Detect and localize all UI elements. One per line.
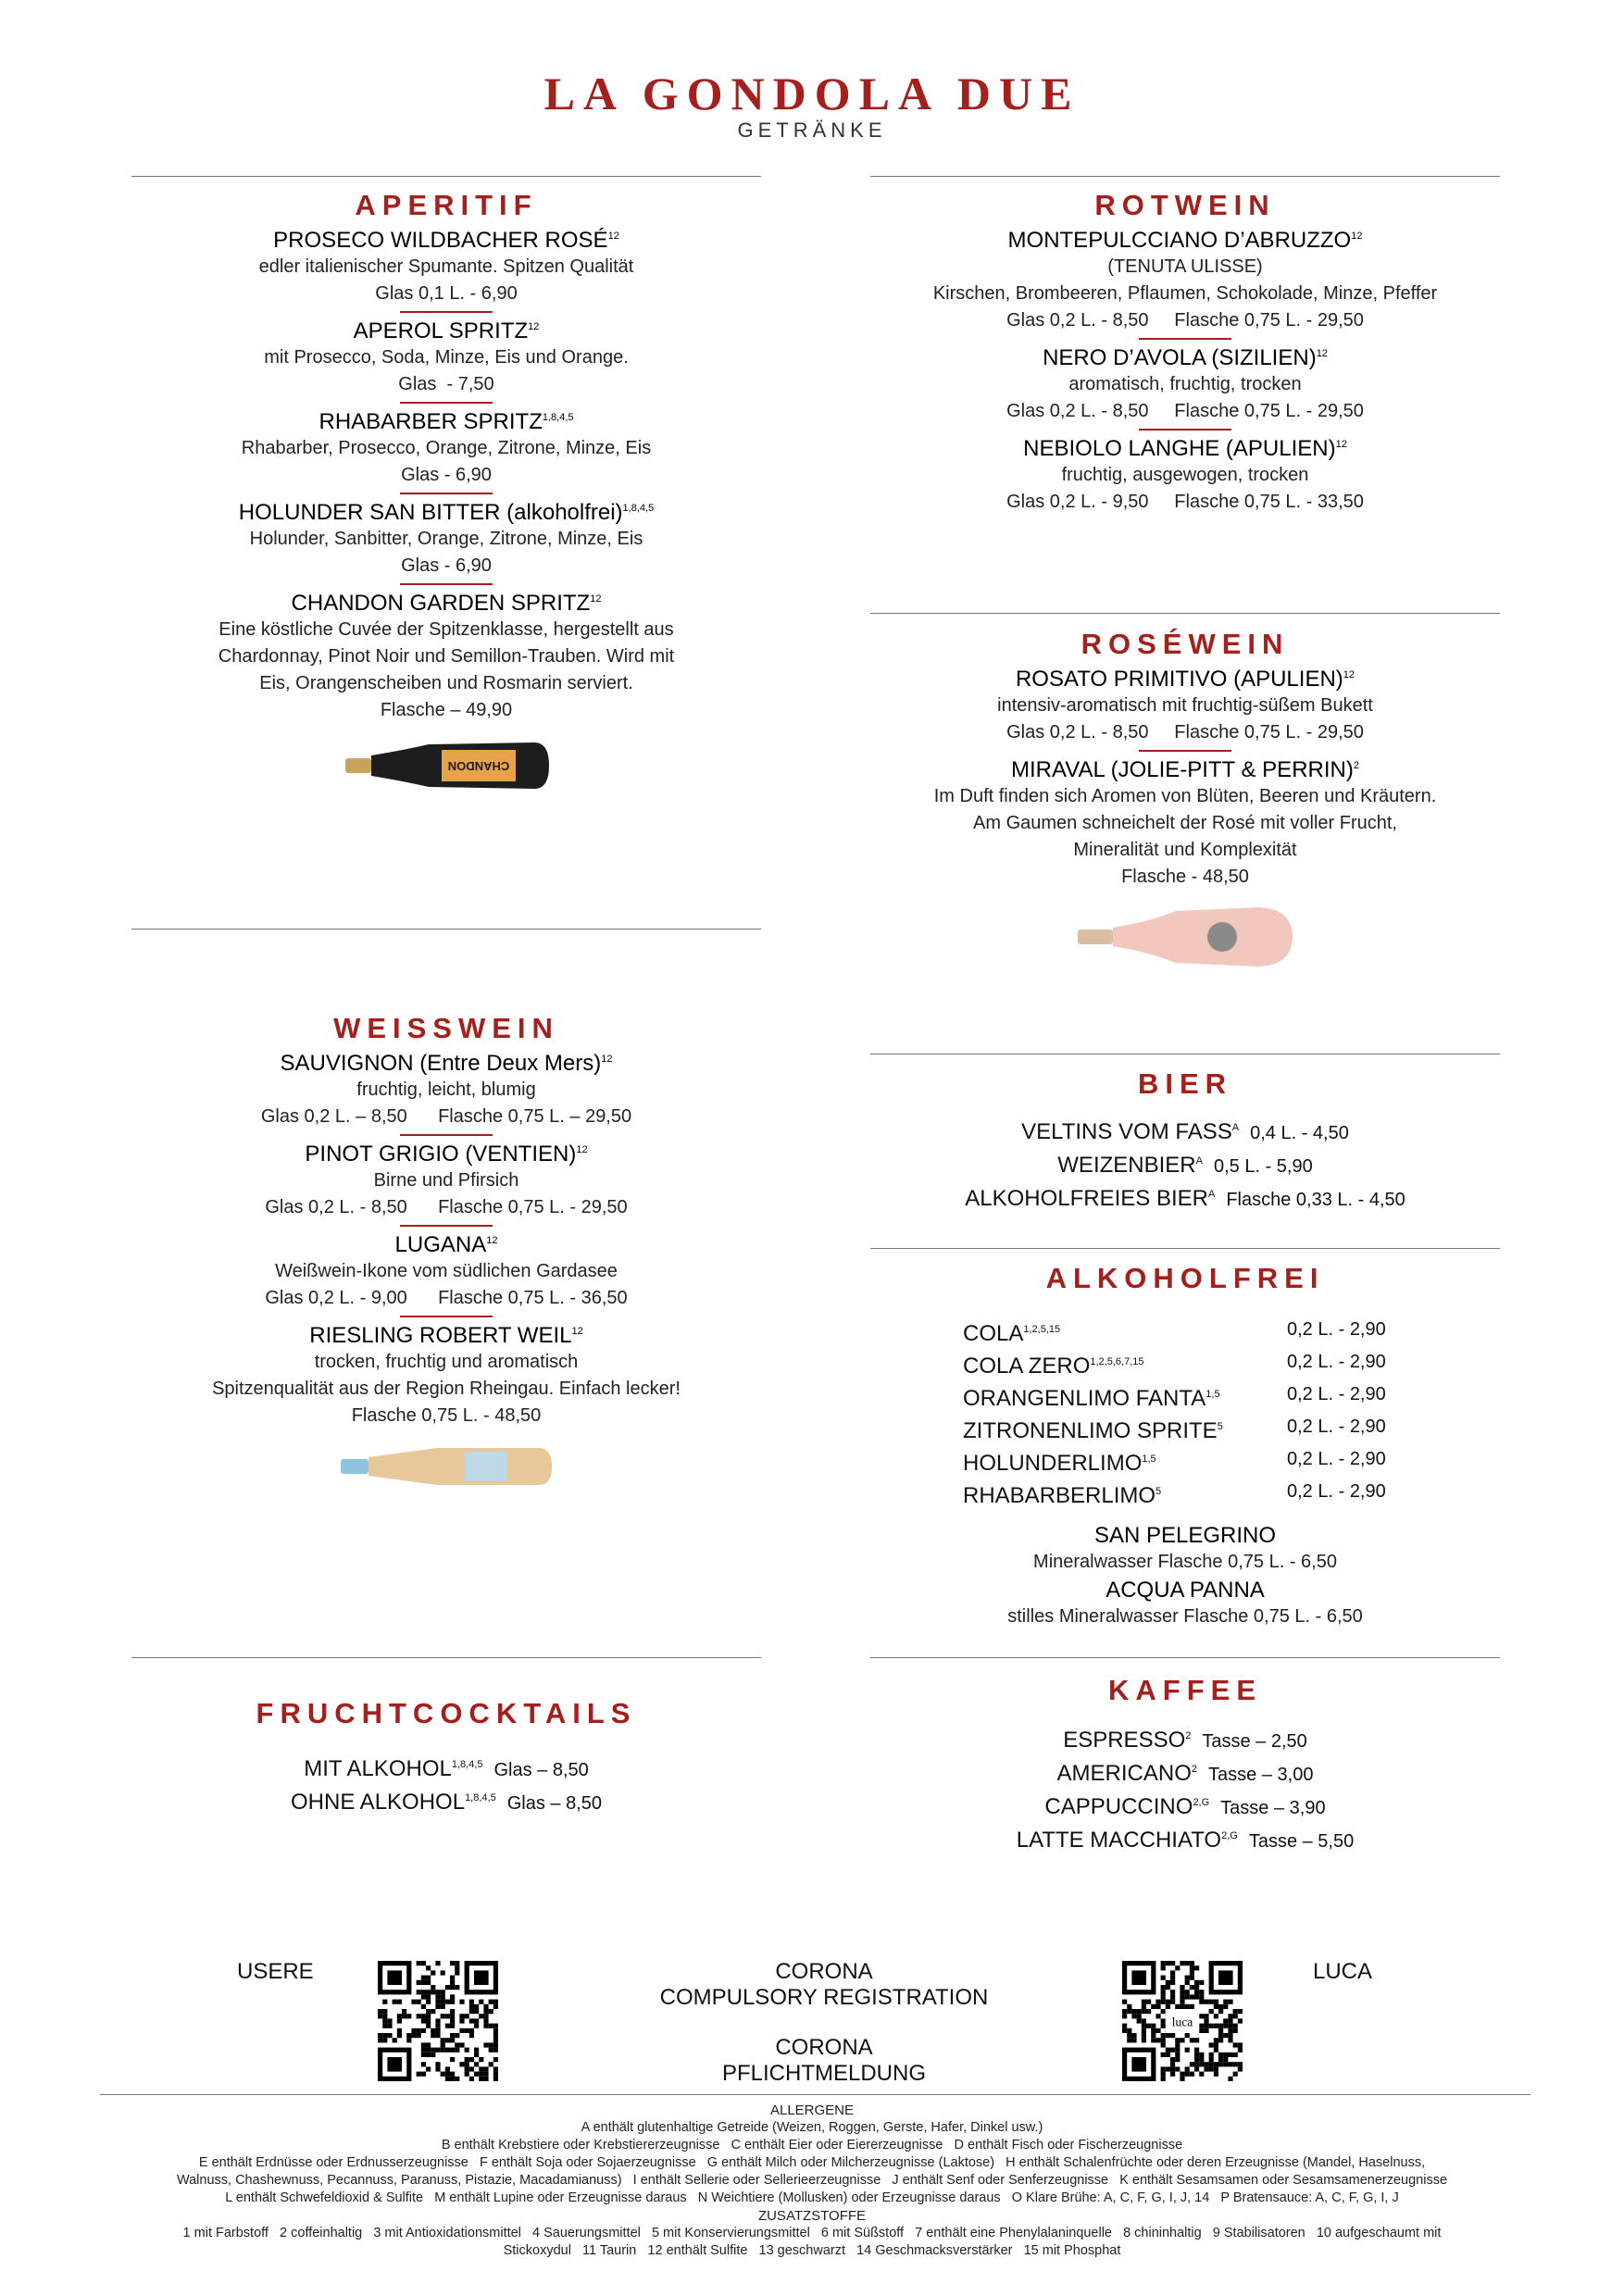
item-price: 0,2 L. - 2,90 [1287, 1449, 1386, 1469]
chandon-bottle-icon [340, 733, 553, 798]
list-item [870, 1114, 1500, 1147]
item-price: Tasse – 3,00 [1208, 1765, 1314, 1785]
item-description: aromatisch, fruchtig, trocken [1068, 374, 1302, 394]
item-name: ALKOHOLFREIES $BIER^A$ [965, 1186, 1216, 1211]
allergen-codes: 1,5 [1206, 1389, 1220, 1400]
allergen-codes: 12 [590, 593, 602, 605]
section-heading: FRUCHTCOCKTAILS [256, 1697, 637, 1729]
item-price: Glas - 6,90 [401, 555, 492, 576]
allergen-codes: 2 [1353, 760, 1359, 771]
menu-item [131, 500, 761, 580]
allergen-codes: A [1231, 1122, 1240, 1133]
item-price: Mineralwasser Flasche 0,75 L. - 6,50 [1033, 1552, 1337, 1572]
item-price: 0,2 L. - 2,90 [1287, 1416, 1386, 1437]
rosewein-section [870, 628, 1500, 974]
menu-item [131, 1142, 761, 1221]
item-name: NERO D’AVOLA (SIZILIEN)$^{12}$ [1043, 345, 1328, 370]
menu-item [131, 1051, 761, 1130]
item-name: PINOT GRIGIO (VENTIEN)$^{12}$ [305, 1142, 588, 1167]
item-price: 0,5 L. - 5,90 [1213, 1156, 1313, 1177]
item-name: HOLUNDER SAN BITTER (alkoholfrei)$^{1,8,4,5}$ [238, 500, 655, 525]
section-heading: ROTWEIN [1094, 189, 1276, 221]
item-price: Glas - 6,90 [401, 465, 492, 485]
item-description: Birne und Pfirsich [373, 1170, 519, 1191]
legend-line: Walnuss, Chashewnuss, Pecannuss, Paranuss, Pistazie, Macadamianuss) I enthält Sellerie oder Sellerieerzeugnisse J enthält Senf oder Senferzeugnisse K enthält Sesamsamen oder Sesamsamenerzeugnisse [176, 2173, 1448, 2188]
allergen-codes: 12 [1335, 439, 1347, 450]
allergen-codes: 2 [1185, 1730, 1192, 1741]
item-price: Tasse – 5,50 [1248, 1831, 1355, 1852]
item-price: stilles Mineralwasser Flasche 0,75 L. - 6,50 [1007, 1606, 1363, 1627]
list-item [131, 1784, 761, 1817]
rotwein-section [870, 189, 1500, 516]
menu-item [131, 1232, 761, 1312]
bier-section [870, 1067, 1500, 1214]
section-heading: ROSÉWEIN [1081, 628, 1290, 660]
list-item [963, 1413, 1407, 1445]
page-subtitle: GETRÄNKE [737, 119, 887, 142]
allergen-codes: 1,2,5,15 [1023, 1324, 1061, 1335]
item-price: Flasche - 48,50 [1121, 867, 1249, 887]
item-price: Glas 0,2 L. - 8,50 Flasche 0,75 L. - 29,50 [1006, 310, 1364, 331]
list-item [870, 1180, 1500, 1214]
list-item [870, 1755, 1500, 1789]
luca-label: LUCA [1313, 1959, 1373, 1984]
list-item [870, 1789, 1500, 1822]
menu-item [870, 345, 1500, 425]
legend-line: E enthält Erdnüsse oder Erdnusserzeugnisse F enthält Soja oder Sojaerzeugnisse G enthält Milch oder Milcherzeugnisse (Laktose) H enthält Schalenfrüchte oder deren Erzeugnisse (Mandel, Haselnuss, [198, 2155, 1426, 2170]
aperitif-section [131, 189, 761, 798]
item-description: Weißwein-Ikone vom südlichen Gardasee [275, 1261, 618, 1281]
qr-code-icon[interactable] [378, 1961, 498, 2081]
allergen-codes: 1,5 [1142, 1454, 1156, 1465]
item-name: COLA$^{1,2,5,15}$ [963, 1321, 1061, 1346]
allergen-codes: 12 [1351, 231, 1363, 242]
item-name: MONTEPULCCIANO D’ABRUZZO$^{12}$ [1007, 228, 1363, 253]
item-name: $CAPPUCCINO^{2,G}$ [1044, 1794, 1210, 1819]
allergen-codes: 2,G [1221, 1830, 1238, 1841]
chandon-bottle-label: CHANDON [447, 759, 510, 773]
legend-line: L enthält Schwefeldioxid & Sulfite M enthält Lupine oder Erzeugnisse daraus N Weichtiere (Mollusken) oder Erzeugnisse daraus O Klare Brühe: A, C, F, G, I, J, 14 P Bratensauce: A, C, F, G, I, J [225, 2190, 1399, 2205]
legend-line: A enthält glutenhaltige Getreide (Weizen, Roggen, Gerste, Hafer, Dinkel usw.) [581, 2120, 1043, 2135]
item-description: Holunder, Sanbitter, Orange, Zitrone, Minze, Eis [249, 529, 643, 549]
allergen-codes: 12 [601, 1054, 613, 1065]
item-divider [400, 583, 493, 585]
allergene-legend [56, 2102, 1568, 2260]
weisswein-section [131, 1012, 761, 1494]
item-description: Am Gaumen schneichelt der Rosé mit voller Frucht, [973, 813, 1397, 833]
menu-item [131, 409, 761, 489]
item-name: $WEIZENBIER^A$ [1057, 1153, 1203, 1178]
luca-qr-code-icon[interactable] [1122, 1961, 1243, 2081]
item-name: SAUVIGNON (Entre Deux Mers)$^{12}$ [280, 1051, 613, 1076]
item-price: Glas 0,2 L. - 8,50 Flasche 0,75 L. - 29,50 [265, 1197, 628, 1217]
divider-rule [100, 2094, 1530, 2095]
item-divider [400, 1134, 493, 1136]
item-divider [1139, 338, 1231, 340]
item-name: SAN PELEGRINO [1093, 1523, 1277, 1548]
legend-line: B enthält Krebstiere oder Krebstiererzeugnisse C enthält Eier oder Eiererzeugnisse D enthält Fisch oder Fischerzeugnisse [441, 2138, 1183, 2152]
allergen-codes: A [1207, 1189, 1216, 1200]
list-item [963, 1380, 1407, 1413]
allergen-codes: 2,G [1193, 1797, 1210, 1808]
alkoholfrei-section [870, 1262, 1500, 1630]
legend-line: Stickoxydul 11 Taurin 12 enthält Sulfite 13 geschwarzt 14 Geschmacksverstärker 15 mit Phosphat [503, 2243, 1121, 2258]
allergen-codes: 1,8,4,5 [542, 412, 574, 423]
item-price: Glas 0,2 L. - 9,50 Flasche 0,75 L. - 33,50 [1006, 492, 1364, 512]
item-description: Mineralität und Komplexität [1073, 840, 1297, 860]
menu-item [131, 1323, 761, 1429]
fruchtcocktails-section [131, 1697, 761, 1817]
list-item [870, 1147, 1500, 1180]
item-description: Chardonnay, Pinot Noir und Semillon-Trauben. Wird mit [218, 646, 675, 667]
allergen-codes: 1,8,4,5 [451, 1759, 483, 1770]
item-price: 0,2 L. - 2,90 [1287, 1319, 1386, 1340]
legend-line: 1 mit Farbstoff 2 coffeinhaltig 3 mit Antioxidationsmittel 4 Sauerungsmittel 5 mit Konservierungsmittel 6 mit Süßstoff 7 enthält eine Phenylalaninquelle 8 chininhaltig 9 Stabilisatoren 10 aufgeschaumt mit [182, 2226, 1442, 2240]
riesling-bottle-icon [335, 1439, 557, 1494]
divider-rule [131, 929, 761, 930]
item-divider [400, 493, 493, 494]
list-item [963, 1348, 1407, 1380]
page-title: LA GONDOLA DUE [543, 68, 1081, 119]
item-name: ACQUA PANNA [1106, 1578, 1265, 1603]
allergen-codes: 5 [1156, 1486, 1162, 1497]
item-description: intensiv-aromatisch mit fruchtig-süßem Bukett [997, 695, 1373, 716]
section-heading: BIER [1137, 1067, 1233, 1100]
divider-rule [870, 176, 1500, 177]
item-name: ESPRESSO$^2$ [1063, 1728, 1192, 1753]
item-name: VELTINS VOM $FASS^A$ [1021, 1119, 1240, 1144]
item-name: COLA ZERO$^{1,2,5,6,7,15}$ [963, 1354, 1144, 1379]
item-name: HOLUNDERLIMO$^{1,5}$ [963, 1451, 1156, 1476]
item-name: LATTE $MACCHIATO^{2,G}$ [1016, 1828, 1238, 1853]
allergen-codes: 12 [486, 1235, 498, 1246]
item-price: Glas 0,2 L. - 8,50 Flasche 0,75 L. - 29,50 [1006, 401, 1364, 421]
allergene-title: ALLERGENE [769, 2103, 855, 2118]
list-item [963, 1478, 1407, 1510]
item-name: OHNE ALKOHOL$^{1,8,4,5}$ [291, 1790, 496, 1815]
item-description: trocken, fruchtig und aromatisch [314, 1352, 579, 1372]
item-description: fruchtig, leicht, blumig [356, 1079, 536, 1100]
item-price: Glas – 8,50 [493, 1760, 589, 1780]
item-description: Eine köstliche Cuvée der Spitzenklasse, hergestellt aus [219, 619, 674, 640]
menu-item [870, 436, 1500, 516]
item-price: 0,2 L. - 2,90 [1287, 1481, 1386, 1502]
item-price: Flasche 0,33 L. - 4,50 [1226, 1190, 1405, 1210]
item-name: RHABARBER SPRITZ$^{1,8,4,5}$ [319, 409, 574, 434]
allergen-codes: 12 [1316, 348, 1328, 359]
item-name: NEBIOLO LANGHE (APULIEN)$^{12}$ [1023, 436, 1347, 461]
item-divider [400, 1316, 493, 1317]
item-name: RIESLING ROBERT WEIL$^{12}$ [309, 1323, 583, 1348]
item-name: CHANDON GARDEN SPRITZ$^{12}$ [291, 591, 602, 616]
allergen-codes: 12 [571, 1326, 583, 1337]
item-price: Glas 0,1 L. - 6,90 [375, 283, 518, 304]
item-price: Glas 0,2 L. - 9,00 Flasche 0,75 L. - 36,50 [265, 1288, 628, 1308]
item-price: Flasche 0,75 L. - 48,50 [351, 1405, 542, 1426]
item-name: AMERICANO$^2$ [1056, 1761, 1198, 1786]
item-price: Glas - 7,50 [398, 374, 494, 394]
item-divider [1139, 750, 1231, 752]
item-price: Glas 0,2 L. – 8,50 Flasche 0,75 L. – 29,50 [260, 1106, 632, 1127]
allergen-codes: 12 [576, 1144, 588, 1155]
item-name: RHABARBERLIMO$^5$ [963, 1483, 1162, 1508]
item-name: APEROL SPRITZ$^{12}$ [353, 318, 540, 343]
item-price: 0,2 L. - 2,90 [1287, 1352, 1386, 1372]
registration-text: CORONA COMPULSORY REGISTRATION CORONA PFLICHTMELDUNG [659, 1959, 989, 2086]
list-item [870, 1822, 1500, 1855]
divider-rule [870, 613, 1500, 614]
allergen-codes: 1,2,5,6,7,15 [1090, 1356, 1144, 1367]
item-name: ZITRONENLIMO SPRITE$^5$ [963, 1418, 1223, 1443]
item-description: (TENUTA ULISSE) [1107, 256, 1263, 277]
item-price: Glas 0,2 L. - 8,50 Flasche 0,75 L. - 29,50 [1006, 722, 1364, 742]
item-price: Glas – 8,50 [506, 1793, 602, 1814]
divider-rule [131, 1657, 761, 1658]
allergen-codes: 1,8,4,5 [465, 1792, 496, 1803]
item-name: PROSECO WILDBACHER ROSÉ$^{12}$ [273, 228, 619, 253]
item-description: Rhabarber, Prosecco, Orange, Zitrone, Minze, Eis [241, 438, 652, 458]
allergen-codes: 12 [528, 321, 540, 332]
menu-item [870, 228, 1500, 334]
divider-rule [870, 1657, 1500, 1658]
item-description: fruchtig, ausgewogen, trocken [1061, 465, 1309, 485]
zusatz-title: ZUSATZSTOFFE [757, 2208, 867, 2224]
item-description: Eis, Orangenscheiben und Rosmarin serviert. [259, 673, 633, 693]
list-item [963, 1445, 1407, 1478]
section-heading: KAFFEE [1108, 1674, 1262, 1706]
item-name: ROSATO PRIMITIVO (APULIEN)$^{12}$ [1015, 667, 1355, 692]
section-heading: APERITIF [355, 189, 538, 221]
item-price: Flasche – 49,90 [380, 700, 513, 720]
item-price: Tasse – 2,50 [1202, 1731, 1307, 1752]
list-item [870, 1722, 1500, 1755]
allergen-codes: A [1195, 1155, 1203, 1167]
usere-label: USERE [237, 1959, 314, 1984]
list-item [131, 1751, 761, 1784]
allergen-codes: 12 [1343, 669, 1355, 680]
item-description: Kirschen, Brombeeren, Pflaumen, Schokolade, Minze, Pfeffer [932, 283, 1438, 304]
item-divider [400, 311, 493, 313]
qr-center-label: luca [1171, 2015, 1193, 2029]
allergen-codes: 2 [1191, 1764, 1198, 1775]
section-heading: ALKOHOLFREI [1045, 1262, 1325, 1294]
menu-item [870, 757, 1500, 891]
item-price: 0,2 L. - 2,90 [1287, 1384, 1386, 1404]
kaffee-section [870, 1674, 1500, 1855]
list-item [963, 1316, 1407, 1348]
item-name: ORANGENLIMO FANTA$^{1,5}$ [963, 1386, 1220, 1411]
item-divider [400, 1225, 493, 1227]
divider-rule [131, 176, 761, 177]
allergen-codes: 5 [1217, 1421, 1223, 1432]
allergen-codes: 1,8,4,5 [622, 503, 655, 514]
item-description: Im Duft finden sich Aromen von Blüten, Beeren und Kräutern. [933, 786, 1437, 806]
item-price: 0,4 L. - 4,50 [1250, 1123, 1349, 1143]
menu-item [131, 591, 761, 724]
menu-item [870, 667, 1500, 746]
miraval-bottle-icon [1074, 900, 1296, 974]
divider-rule [870, 1248, 1500, 1249]
item-price: Tasse – 3,90 [1220, 1798, 1326, 1818]
item-description: Spitzenqualität aus der Region Rheingau. Einfach lecker! [212, 1379, 681, 1399]
menu-item [131, 228, 761, 307]
item-name: LUGANA$^{12}$ [394, 1232, 498, 1257]
menu-item [131, 318, 761, 398]
item-description: edler italienischer Spumante. Spitzen Qualität [258, 256, 634, 277]
item-divider [1139, 429, 1231, 430]
item-name: MIRAVAL (JOLIE-PITT & PERRIN)$^2$ [1011, 757, 1359, 782]
item-divider [400, 402, 493, 404]
item-name: MIT ALKOHOL$^{1,8,4,5}$ [304, 1756, 483, 1781]
item-description: mit Prosecco, Soda, Minze, Eis und Orange. [264, 347, 629, 368]
section-heading: WEISSWEIN [333, 1012, 559, 1044]
allergen-codes: 12 [607, 231, 619, 242]
